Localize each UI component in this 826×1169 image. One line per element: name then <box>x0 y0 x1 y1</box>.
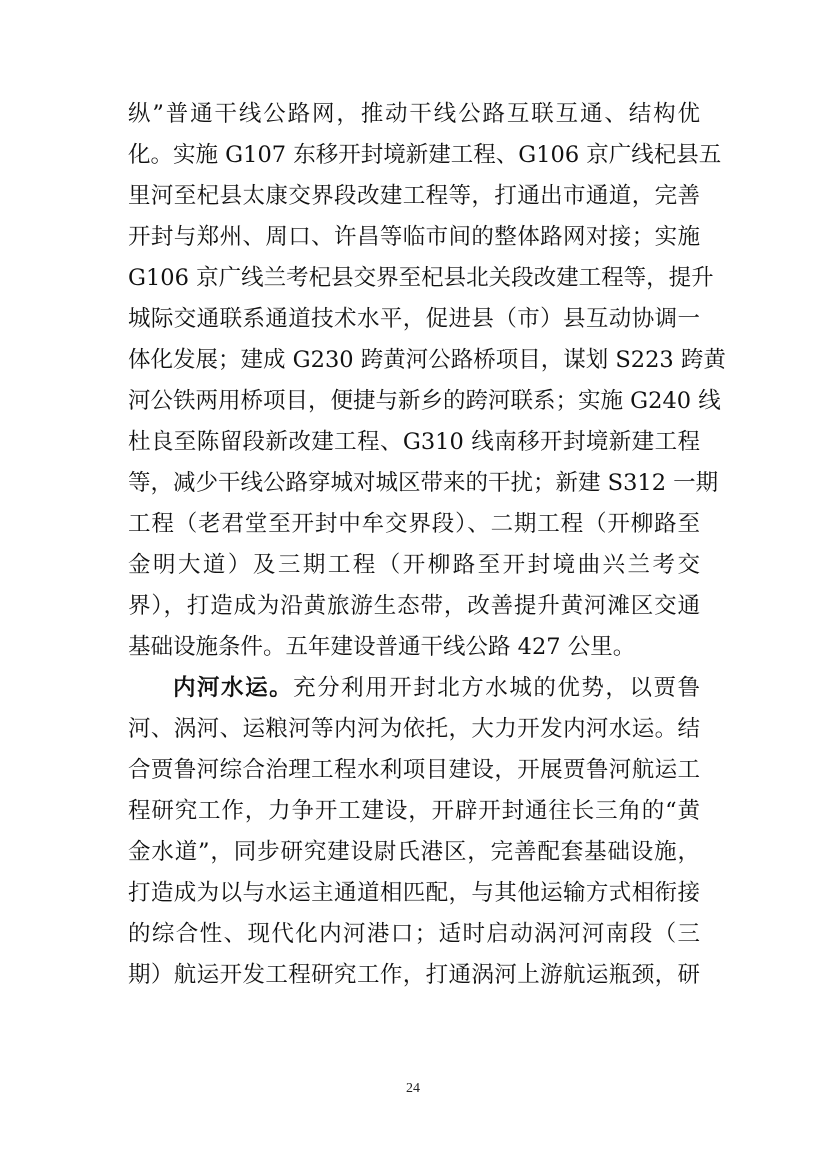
text-line: 工程（老君堂至开封中牟交界段）、二期工程（开柳路至 <box>128 511 700 537</box>
text-line: 河公铁两用桥项目，便捷与新乡的跨河联系；实施 G240 线 <box>128 388 721 414</box>
text-line: 基础设施条件。五年建设普通干线公路 427 公里。 <box>128 634 636 660</box>
text-line: 金明大道）及三期工程（开柳路至开封境曲兴兰考交 <box>128 552 700 578</box>
paragraph-first-line <box>128 668 700 709</box>
text-line: 程研究工作，力争开工建设，开辟开封通往长三角的“黄 <box>128 798 700 824</box>
text-line: 的综合性、现代化内河港口；适时启动涡河河南段（三 <box>128 921 700 947</box>
text-line: 金水道”，同步研究建设尉氏港区，完善配套基础设施， <box>128 839 700 865</box>
text-line: 纵”普通干线公路网，推动干线公路互联互通、结构优 <box>128 101 700 127</box>
text-line: 体化发展；建成 G230 跨黄河公路桥项目，谋划 S223 跨黄 <box>128 347 726 373</box>
text-line: 等，减少干线公路穿城对城区带来的干扰；新建 S312 一期 <box>128 470 719 496</box>
text-line: 化。实施 G107 东移开封境新建工程、G106 京广线杞县五 <box>128 142 722 168</box>
text-line: 界），打造成为沿黄旅游生态带，改善提升黄河滩区交通 <box>128 593 700 619</box>
text-line: 期）航运开发工程研究工作，打通涡河上游航运瓶颈，研 <box>128 962 700 988</box>
body-text <box>128 94 726 996</box>
text-line: 开封与郑州、周口、许昌等临市间的整体路网对接；实施 <box>128 224 700 250</box>
text-line: 合贾鲁河综合治理工程水利项目建设，开展贾鲁河航运工 <box>128 757 700 783</box>
text-line: 里河至杞县太康交界段改建工程等，打通出市通道，完善 <box>128 183 700 209</box>
text-line: 河、涡河、运粮河等内河为依托，大力开发内河水运。结 <box>128 716 700 742</box>
text-line: 打造成为以与水运主通道相匹配，与其他运输方式相衔接 <box>128 880 700 906</box>
text-fragment: 充分利用开封北方水城的优势，以贾鲁 <box>293 675 700 701</box>
text-line: 杜良至陈留段新改建工程、G310 线南移开封境新建工程 <box>128 429 700 455</box>
section-lead-heading: 内河水运。 <box>173 675 294 701</box>
page-number: 24 <box>406 1081 420 1096</box>
text-line: 城际交通联系通道技术水平，促进县（市）县互动协调一 <box>128 306 700 332</box>
text-line: G106 京广线兰考杞县交界至杞县北关段改建工程等，提升 <box>128 265 714 291</box>
